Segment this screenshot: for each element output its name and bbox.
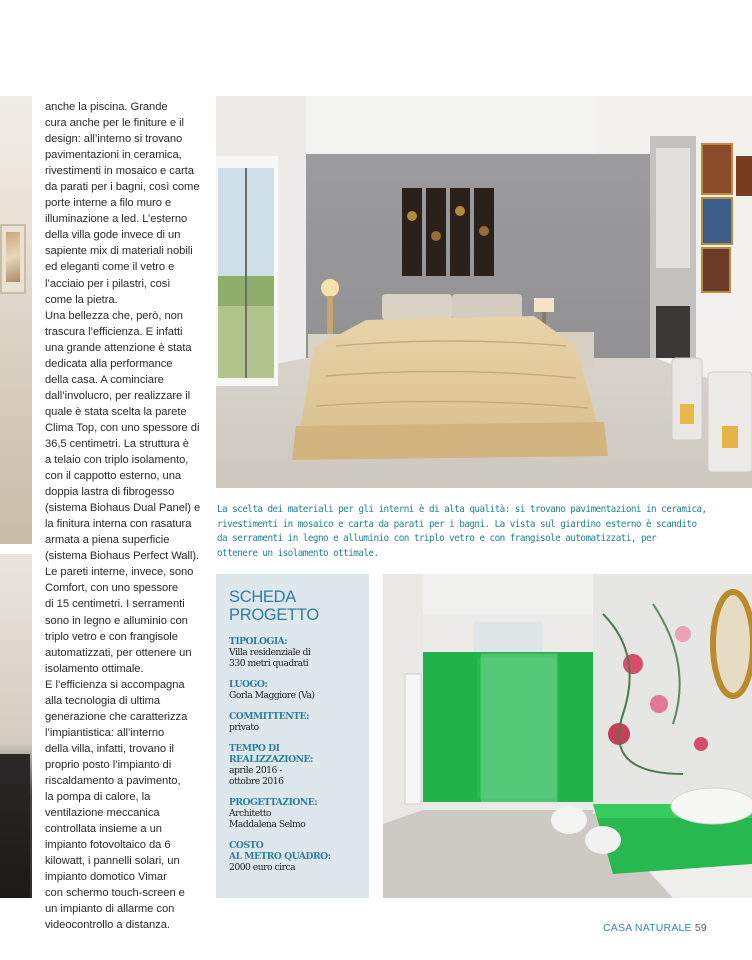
- body-text-line: triplo vetro e con frangisole: [45, 630, 178, 643]
- project-sheet-key: LUOGO:: [229, 679, 268, 690]
- body-text-line: l’impiantistica: all’interno: [45, 726, 165, 739]
- bathroom-illustration: [383, 574, 752, 898]
- body-text-line: generazione che caratterizza: [45, 710, 188, 723]
- page-footer: [603, 922, 707, 934]
- body-text-line: l’acciaio per i pilastri, così: [45, 277, 171, 290]
- body-text-line: (sistema Biohaus Dual Panel) e: [45, 502, 201, 515]
- project-sheet-value-line: 330 metri quadrati: [229, 658, 309, 669]
- project-sheet-item: [229, 840, 359, 873]
- body-text-line: (sistema Biohaus Perfect Wall).: [45, 550, 200, 563]
- body-text-line: della villa, infatti, trovano il: [45, 742, 174, 755]
- body-text-line: illuminazione a led. L’esterno: [45, 213, 188, 226]
- bedroom-illustration: [216, 96, 752, 488]
- body-text-line: pavimentazioni in ceramica,: [45, 149, 182, 162]
- project-sheet-value: [229, 765, 359, 787]
- body-text-line: armata a piena superficie: [45, 534, 170, 547]
- project-sheet-value-line: Architetto: [229, 808, 272, 819]
- project-sheet-key: AL METRO QUADRO:: [229, 851, 331, 862]
- body-text-line: Comfort, con uno spessore: [45, 582, 179, 595]
- photo-caption: [217, 503, 752, 562]
- project-sheet-items: [229, 636, 359, 873]
- body-text-line: un impianto di allarme con: [45, 903, 175, 916]
- body-text-line: isolamento ottimale.: [45, 662, 144, 675]
- project-sheet-key: REALIZZAZIONE:: [229, 754, 313, 765]
- body-text-line: a telaio con triplo isolamento,: [45, 454, 189, 467]
- body-text-line: della villa gode invece di un: [45, 229, 181, 242]
- body-text-line: come la pietra.: [45, 293, 118, 306]
- project-sheet-value-line: privato: [229, 722, 259, 733]
- left-edge-photo-top: [0, 96, 32, 544]
- body-text-line: kilowatt, i pannelli solari, un: [45, 855, 180, 868]
- project-sheet-value-line: 2000 euro circa: [229, 862, 296, 873]
- body-text-line: dall’involucro, per realizzare il: [45, 389, 191, 402]
- body-text-line: Le pareti interne, invece, sono: [45, 566, 194, 579]
- caption-line: La scelta dei materiali per gli interni è di alta qualità: si trovano pavimentazioni in ceramica,: [217, 504, 707, 515]
- body-text-line: sapiente mix di materiali nobili: [45, 245, 193, 258]
- body-text-line: da parati per i bagni, così come: [45, 181, 200, 194]
- body-text-line: porte interne a filo muro e: [45, 197, 172, 210]
- project-sheet-title-line1: SCHEDA: [229, 588, 296, 606]
- body-text-line: 36,5 centimetri. La struttura è: [45, 437, 189, 450]
- body-text-line: anche la piscina. Grande: [45, 101, 168, 113]
- body-text-line: riscaldamento a pavimento,: [45, 774, 181, 787]
- body-text-line: alla tecnologia di ultima: [45, 694, 161, 707]
- body-text-line: ed eleganti come il vetro e: [45, 261, 175, 274]
- body-text-line: cura anche per le finiture e il: [45, 117, 184, 130]
- body-text-line: Clima Top, con uno spessore di: [45, 421, 200, 434]
- bathroom-photo: [383, 574, 752, 898]
- project-sheet-title-line2: PROGETTO: [229, 606, 319, 624]
- body-text-line: una grande attenzione è stata: [45, 341, 192, 354]
- project-sheet-value: [229, 647, 359, 669]
- body-text-line: sono in legno e alluminio con: [45, 614, 188, 627]
- project-sheet-box: [216, 574, 369, 898]
- body-text-line: della casa. A cominciare: [45, 373, 164, 386]
- project-sheet-value-line: aprile 2016 -: [229, 765, 282, 776]
- project-sheet-value: [229, 690, 359, 701]
- body-text-line: proprio posto l’impianto di: [45, 758, 172, 771]
- caption-line: rivestimenti in mosaico e carta da parati per i bagni. La vista sul giardino esterno è scandito: [217, 518, 697, 530]
- project-sheet-value-line: Gorla Maggiore (Va): [229, 690, 315, 701]
- body-text-line: rivestimenti in mosaico e carta: [45, 165, 194, 178]
- caption-line: da serramenti in legno e alluminio con triplo vetro e con frangisole automatizzati, per: [217, 533, 657, 545]
- left-edge-photo-bottom: [0, 554, 32, 898]
- project-sheet-key: TEMPO DI: [229, 743, 280, 754]
- body-text-line: design: all’interno si trovano: [45, 133, 183, 146]
- article-body-text: [45, 99, 203, 933]
- body-text-line: ventilazione meccanica: [45, 807, 160, 820]
- project-sheet-item: [229, 743, 359, 787]
- body-text-line: quale è stata scelta la parete: [45, 405, 187, 418]
- project-sheet-key: PROGETTAZIONE:: [229, 797, 318, 808]
- project-sheet-item: [229, 679, 359, 701]
- project-sheet-value-line: ottobre 2016: [229, 776, 284, 787]
- bedroom-photo: [216, 96, 752, 488]
- dark-chair: [0, 754, 30, 898]
- caption-line: ottenere un isolamento ottimale.: [217, 548, 379, 560]
- body-text-line: E l’efficienza si accompagna: [45, 678, 185, 691]
- project-sheet-value: [229, 808, 359, 830]
- body-text-line: automatizzati, per ottenere un: [45, 646, 192, 659]
- body-text-line: con schermo touch-screen e: [45, 887, 185, 900]
- project-sheet-title: [229, 588, 359, 624]
- body-text-line: la finitura interna con rasatura: [45, 518, 192, 531]
- project-sheet-item: [229, 636, 359, 669]
- project-sheet-value: [229, 722, 359, 733]
- project-sheet-key: COMMITTENTE:: [229, 711, 309, 722]
- body-text-line: la pompa di calore, la: [45, 791, 151, 804]
- framed-artwork: [0, 224, 26, 294]
- body-text-line: trascura l’efficienza. E infatti: [45, 325, 183, 338]
- project-sheet-value: [229, 862, 359, 873]
- project-sheet-key: COSTO: [229, 840, 264, 851]
- project-sheet-value-line: Maddalena Selmo: [229, 819, 306, 830]
- project-sheet-item: [229, 711, 359, 733]
- page-number: 59: [694, 922, 707, 934]
- body-text-line: impianto domotico Vimar: [45, 871, 167, 884]
- body-text-line: videocontrollo a distanza.: [45, 919, 170, 932]
- project-sheet-item: [229, 797, 359, 830]
- project-sheet-value-line: Villa residenziale di: [229, 647, 311, 658]
- body-text-line: di 15 centimetri. I serramenti: [45, 598, 185, 611]
- body-text-line: dedicata alla performance: [45, 357, 173, 370]
- body-text-line: controllata insieme a un: [45, 823, 162, 836]
- body-text-line: impianto fotovoltaico da 6: [45, 839, 171, 852]
- body-text-line: Una bellezza che, però, non: [45, 309, 183, 322]
- body-text-line: con il cappotto esterno, una: [45, 470, 182, 483]
- magazine-name: CASA NATURALE: [603, 922, 692, 934]
- body-text-line: doppia lastra di fibrogesso: [45, 486, 175, 499]
- project-sheet-key: TIPOLOGIA:: [229, 636, 288, 647]
